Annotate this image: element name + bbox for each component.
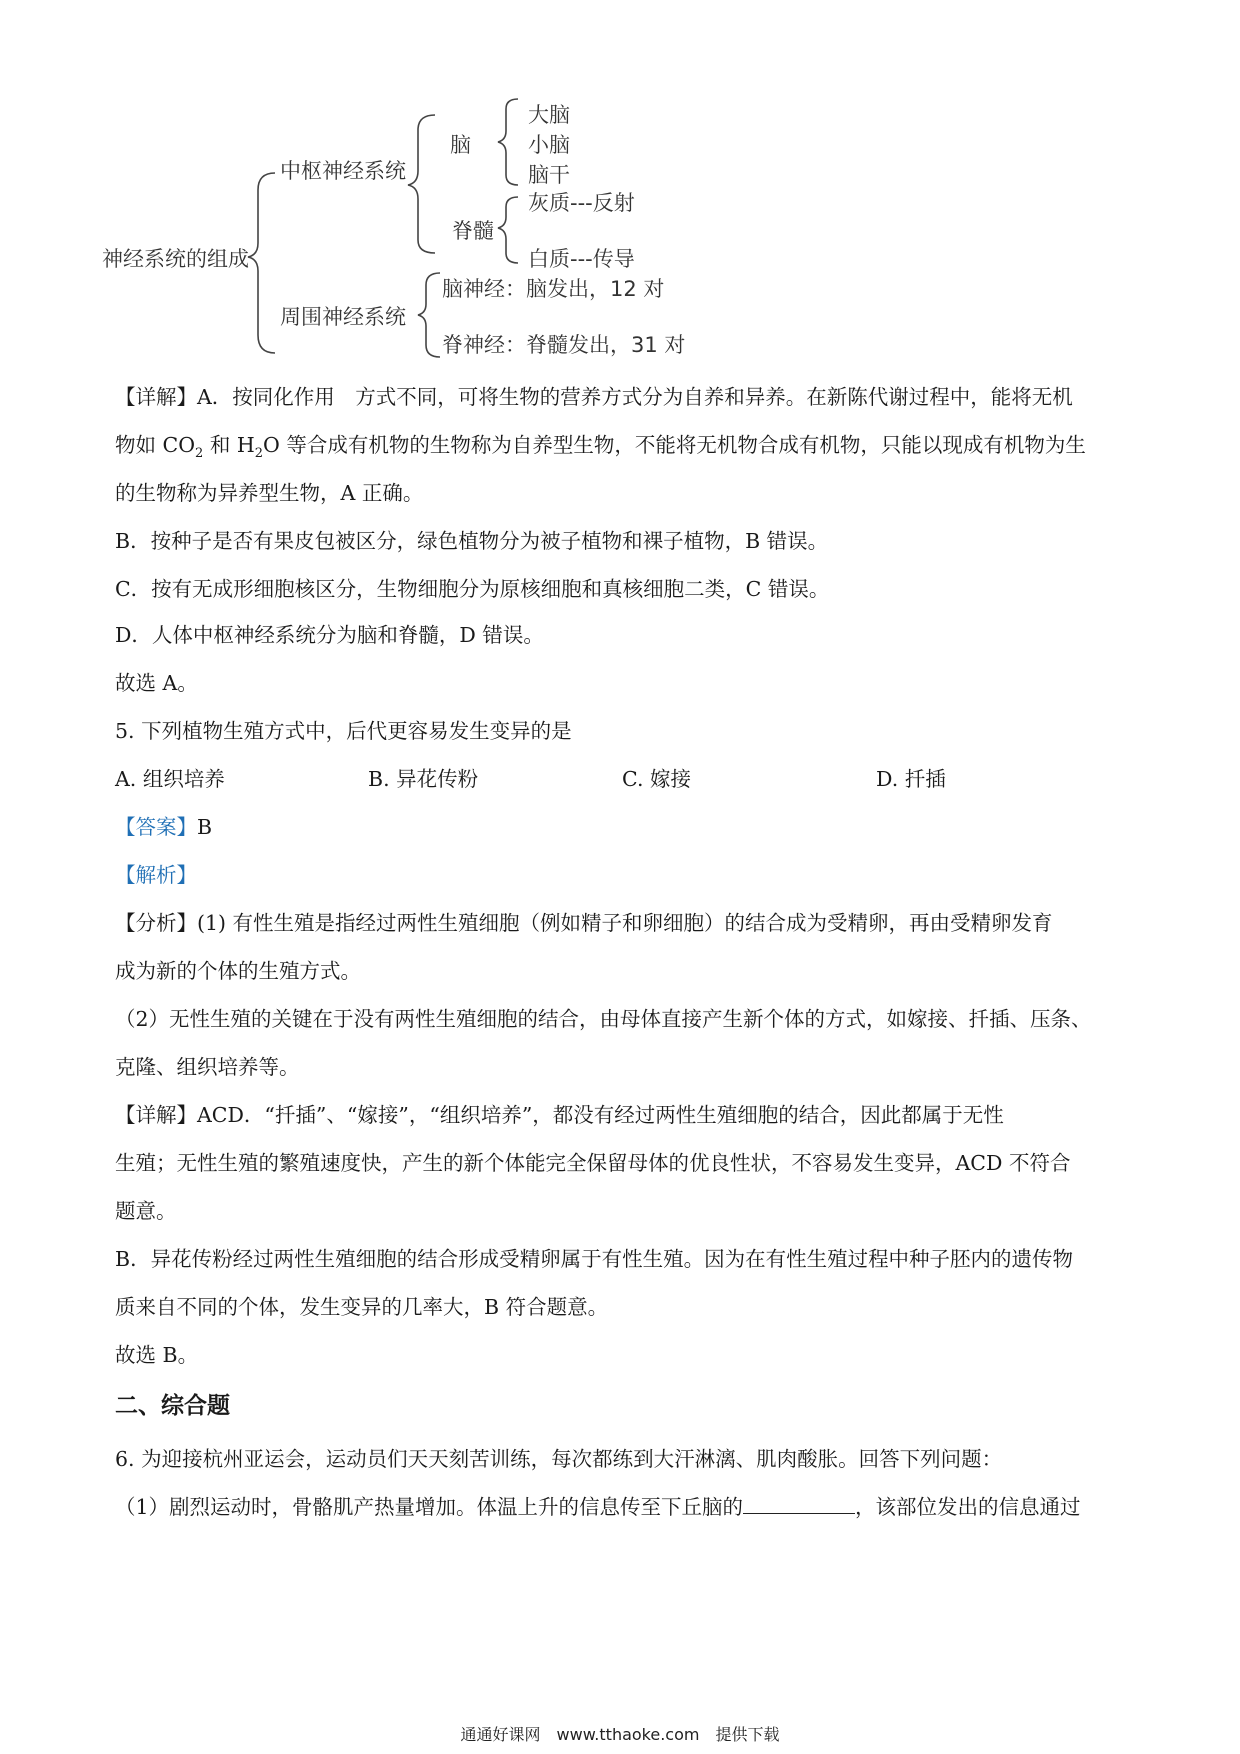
root-brace (248, 173, 275, 353)
diagram-peripheral-label: 周围神经系统 (280, 305, 406, 329)
detail-a-line3: 的生物称为异养型生物，A 正确。 (115, 481, 424, 505)
spinal-brace (498, 197, 518, 263)
peripheral-brace (418, 273, 440, 357)
text-fragment: （1）剧烈运动时，骨骼肌产热量增加。体温上升的信息传至下丘脑的 (115, 1495, 744, 1519)
q5-option-b: B. 异花传粉 (368, 767, 479, 791)
diagram-brain-label: 脑 (450, 133, 471, 157)
text-fragment: O 等合成有机物的生物称为自养型生物，不能将无机物合成有机物，只能以现成有机物为生 (263, 433, 1086, 457)
diagram-peripheral-part: 脊神经：脊髓发出，31 对 (442, 333, 686, 357)
q5-detail-2: 生殖；无性生殖的繁殖速度快，产生的新个体能完全保留母体的优良性状，不容易发生变异，ACD 不符合 (115, 1151, 1071, 1175)
q5-analysis-3: （2）无性生殖的关键在于没有两性生殖细胞的结合，由母体直接产生新个体的方式，如嫁接、扦插、压条、 (115, 1007, 1092, 1031)
diagram-spinal-part: 灰质---反射 (528, 191, 635, 215)
section-heading: 二、综合题 (115, 1393, 230, 1419)
q5-analysis-2: 成为新的个体的生殖方式。 (115, 959, 361, 983)
choose-b: 故选 B。 (115, 1343, 199, 1367)
q5-analysis-4: 克隆、组织培养等。 (115, 1055, 300, 1079)
detail-a-line1: 【详解】A．按同化作用 方式不同，可将生物的营养方式分为自养和异养。在新陈代谢过程中，能将无机 (115, 385, 1073, 409)
answer-value: B (197, 815, 213, 839)
choose-a: 故选 A。 (115, 671, 198, 695)
diagram-brain-part: 脑干 (528, 163, 570, 187)
q5-analysis-tag: 【解析】 (115, 863, 197, 887)
q5-analysis-1: 【分析】(1) 有性生殖是指经过两性生殖细胞（例如精子和卵细胞）的结合成为受精卵，再由受精卵发育 (115, 911, 1053, 935)
diagram-spinal-label: 脊髓 (452, 219, 494, 243)
diagram-peripheral-part: 脑神经：脑发出，12 对 (442, 277, 665, 301)
q5-answer (115, 812, 212, 842)
detail-b: B．按种子是否有果皮包被区分，绿色植物分为被子植物和裸子植物，B 错误。 (115, 529, 829, 553)
q5-detail-5: 质来自不同的个体，发生变异的几率大，B 符合题意。 (115, 1295, 609, 1319)
q6-stem: 6. 为迎接杭州亚运会，运动员们天天刻苦训练，每次都练到大汗淋漓、肌肉酸胀。回答下列问题： (115, 1447, 1003, 1471)
page-footer: 通通好课网 www.tthaoke.com 提供下载 (460, 1725, 780, 1744)
q5-option-a: A. 组织培养 (115, 767, 225, 791)
text-fragment: 和 H (203, 433, 255, 457)
text-fragment: 物如 CO (115, 433, 196, 457)
diagram-root-label: 神经系统的组成 (102, 247, 249, 271)
diagram-brain-part: 大脑 (528, 103, 570, 127)
q5-detail-1: 【详解】ACD．“扦插”、“嫁接”，“组织培养”，都没有经过两性生殖细胞的结合，因此都属于无性 (115, 1103, 1004, 1127)
q5-option-d: D. 扦插 (876, 767, 946, 791)
detail-a-line2 (115, 430, 1086, 469)
detail-c: C．按有无成形细胞核区分，生物细胞分为原核细胞和真核细胞二类，C 错误。 (115, 577, 830, 601)
q5-detail-4: B．异花传粉经过两性生殖细胞的结合形成受精卵属于有性生殖。因为在有性生殖过程中种子胚内的遗传物 (115, 1247, 1074, 1271)
diagram-brain-part: 小脑 (528, 133, 570, 157)
answer-tag: 【答案】 (115, 815, 197, 839)
central-brace (408, 115, 435, 253)
q5-stem: 5. 下列植物生殖方式中，后代更容易发生变异的是 (115, 719, 572, 743)
detail-d: D．人体中枢神经系统分为脑和脊髓，D 错误。 (115, 623, 544, 647)
subscript: 2 (254, 446, 263, 462)
text-fragment: ，该部位发出的信息通过 (855, 1495, 1081, 1519)
diagram-spinal-part: 白质---传导 (528, 247, 635, 271)
diagram-central-label: 中枢神经系统 (280, 159, 406, 183)
q6-part1 (115, 1492, 1081, 1522)
answer-blank[interactable] (743, 1493, 855, 1514)
brain-brace (498, 99, 518, 185)
subscript: 2 (195, 446, 204, 462)
q5-detail-3: 题意。 (115, 1199, 177, 1223)
q5-option-c: C. 嫁接 (622, 767, 691, 791)
nervous-system-diagram (100, 95, 800, 415)
